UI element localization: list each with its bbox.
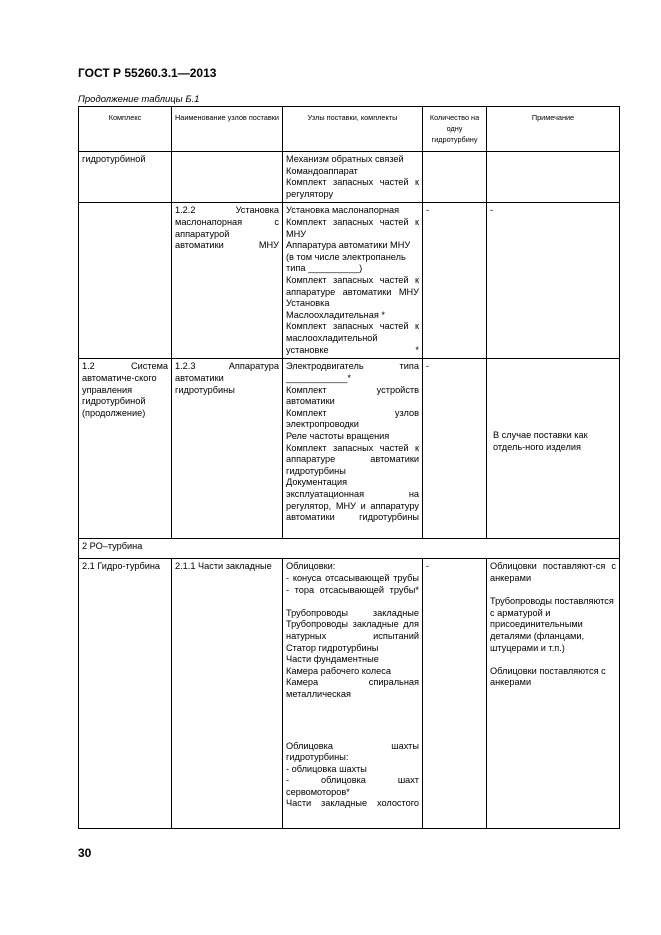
unit-item: - конуса отсасывающей трубы xyxy=(286,572,419,583)
unit-item: Командоаппарат xyxy=(286,165,358,176)
col-header-units: Узлы поставки, комплекты xyxy=(283,107,423,152)
unit-item: Камера спиральная металлическая xyxy=(286,677,419,699)
unit-item: Облицовки: xyxy=(286,561,336,572)
note-text: Облицовки поставляют-ся с анкерами xyxy=(490,561,616,583)
cell-note xyxy=(487,559,620,829)
unit-item: Комплект запасных частей к регулятору xyxy=(286,177,419,199)
unit-item: Комплект запасных частей к МНУ xyxy=(286,216,419,239)
unit-item: - облицовка шахты xyxy=(286,763,367,774)
unit-item: Электродвигатель типа ____________* xyxy=(286,361,419,383)
note-text: Трубопроводы поставляются с арматурой и присоединительными деталями (фланцами, штуцерами и т.п.) xyxy=(490,596,614,653)
unit-item: Механизм обратных связей xyxy=(286,154,404,164)
equipment-table xyxy=(78,106,620,829)
cell-complex: 2.1 Гидро-турбина xyxy=(79,559,172,829)
unit-item: Облицовка шахты гидротурбины: xyxy=(286,740,419,763)
table-row xyxy=(79,559,620,829)
cell-units xyxy=(283,559,423,829)
cell-name: 1.2.2 Установка маслонапорная с аппаратурой автоматики МНУ xyxy=(172,203,283,359)
page-number: 30 xyxy=(78,846,92,860)
cell-name: 1.2.3 Аппаратура автоматики гидротурбины xyxy=(172,359,283,539)
col-header-qty: Количество на одну гидротурбину xyxy=(423,107,487,152)
cell-note xyxy=(487,359,620,539)
cell-units xyxy=(283,152,423,203)
col-header-note: Примечание xyxy=(487,107,620,152)
unit-item: Аппаратура автоматики МНУ (в том числе электропанель типа __________) xyxy=(286,240,411,274)
unit-item: Камера рабочего колеса xyxy=(286,665,391,676)
col-header-complex: Комплекс xyxy=(79,107,172,152)
unit-item: - облицовка шахт сервомоторов* xyxy=(286,775,419,797)
unit-item: Комплект устройств автоматики xyxy=(286,384,419,407)
cell-note xyxy=(487,152,620,203)
unit-item: Реле частоты вращения xyxy=(286,430,390,441)
unit-item: Трубопроводы закладные для натурных испытаний xyxy=(286,619,419,641)
unit-item: - тора отсасывающей трубы* xyxy=(286,584,419,595)
table-row xyxy=(79,203,620,359)
cell-qty: - xyxy=(423,359,487,539)
section-title: 2 РО–турбина xyxy=(79,539,620,559)
cell-note: - xyxy=(487,203,620,359)
unit-item: Комплект запасных частей к маслоохладительной установке * xyxy=(286,321,419,355)
note-text: Облицовки поставляются с анкерами xyxy=(490,665,606,688)
unit-item: Документация эксплуатационная на регулятор, МНУ и аппаратуру автоматики гидротурбины xyxy=(286,477,419,523)
cell-qty: - xyxy=(423,559,487,829)
unit-item: Части закладные холостого xyxy=(286,798,419,809)
unit-item: Установка маслонапорная xyxy=(286,205,400,216)
cell-complex: гидротурбиной xyxy=(79,152,172,203)
table-header-row xyxy=(79,107,620,152)
unit-item: Статор гидротурбины xyxy=(286,642,379,653)
unit-item: Части фундаментные xyxy=(286,654,379,665)
unit-item: Комплект узлов электропроводки xyxy=(286,407,419,430)
cell-units xyxy=(283,203,423,359)
cell-complex xyxy=(79,203,172,359)
cell-qty xyxy=(423,152,487,203)
table-row xyxy=(79,359,620,539)
note-text: В случае поставки как отдель-ного изделия xyxy=(493,430,588,452)
col-header-name: Наименование узлов поставки xyxy=(172,107,283,152)
table-row xyxy=(79,152,620,203)
cell-name xyxy=(172,152,283,203)
table-caption: Продолжение таблицы Б.1 xyxy=(78,94,200,105)
unit-item: Установка Маслоохладительная * xyxy=(286,298,385,320)
cell-complex: 1.2 Система автоматиче-ского управления гидротурбиной (продолжение) xyxy=(79,359,172,539)
unit-item: Комплект запасных частей к аппаратуре автоматики гидротурбины xyxy=(286,442,419,476)
document-id: ГОСТ Р 55260.3.1—2013 xyxy=(78,66,217,80)
unit-item: Трубопроводы закладные xyxy=(286,607,419,618)
unit-item: Комплект запасных частей к аппаратуре автоматики МНУ xyxy=(286,274,419,297)
section-row xyxy=(79,539,620,559)
cell-name: 2.1.1 Части закладные xyxy=(172,559,283,829)
cell-units xyxy=(283,359,423,539)
cell-qty: - xyxy=(423,203,487,359)
